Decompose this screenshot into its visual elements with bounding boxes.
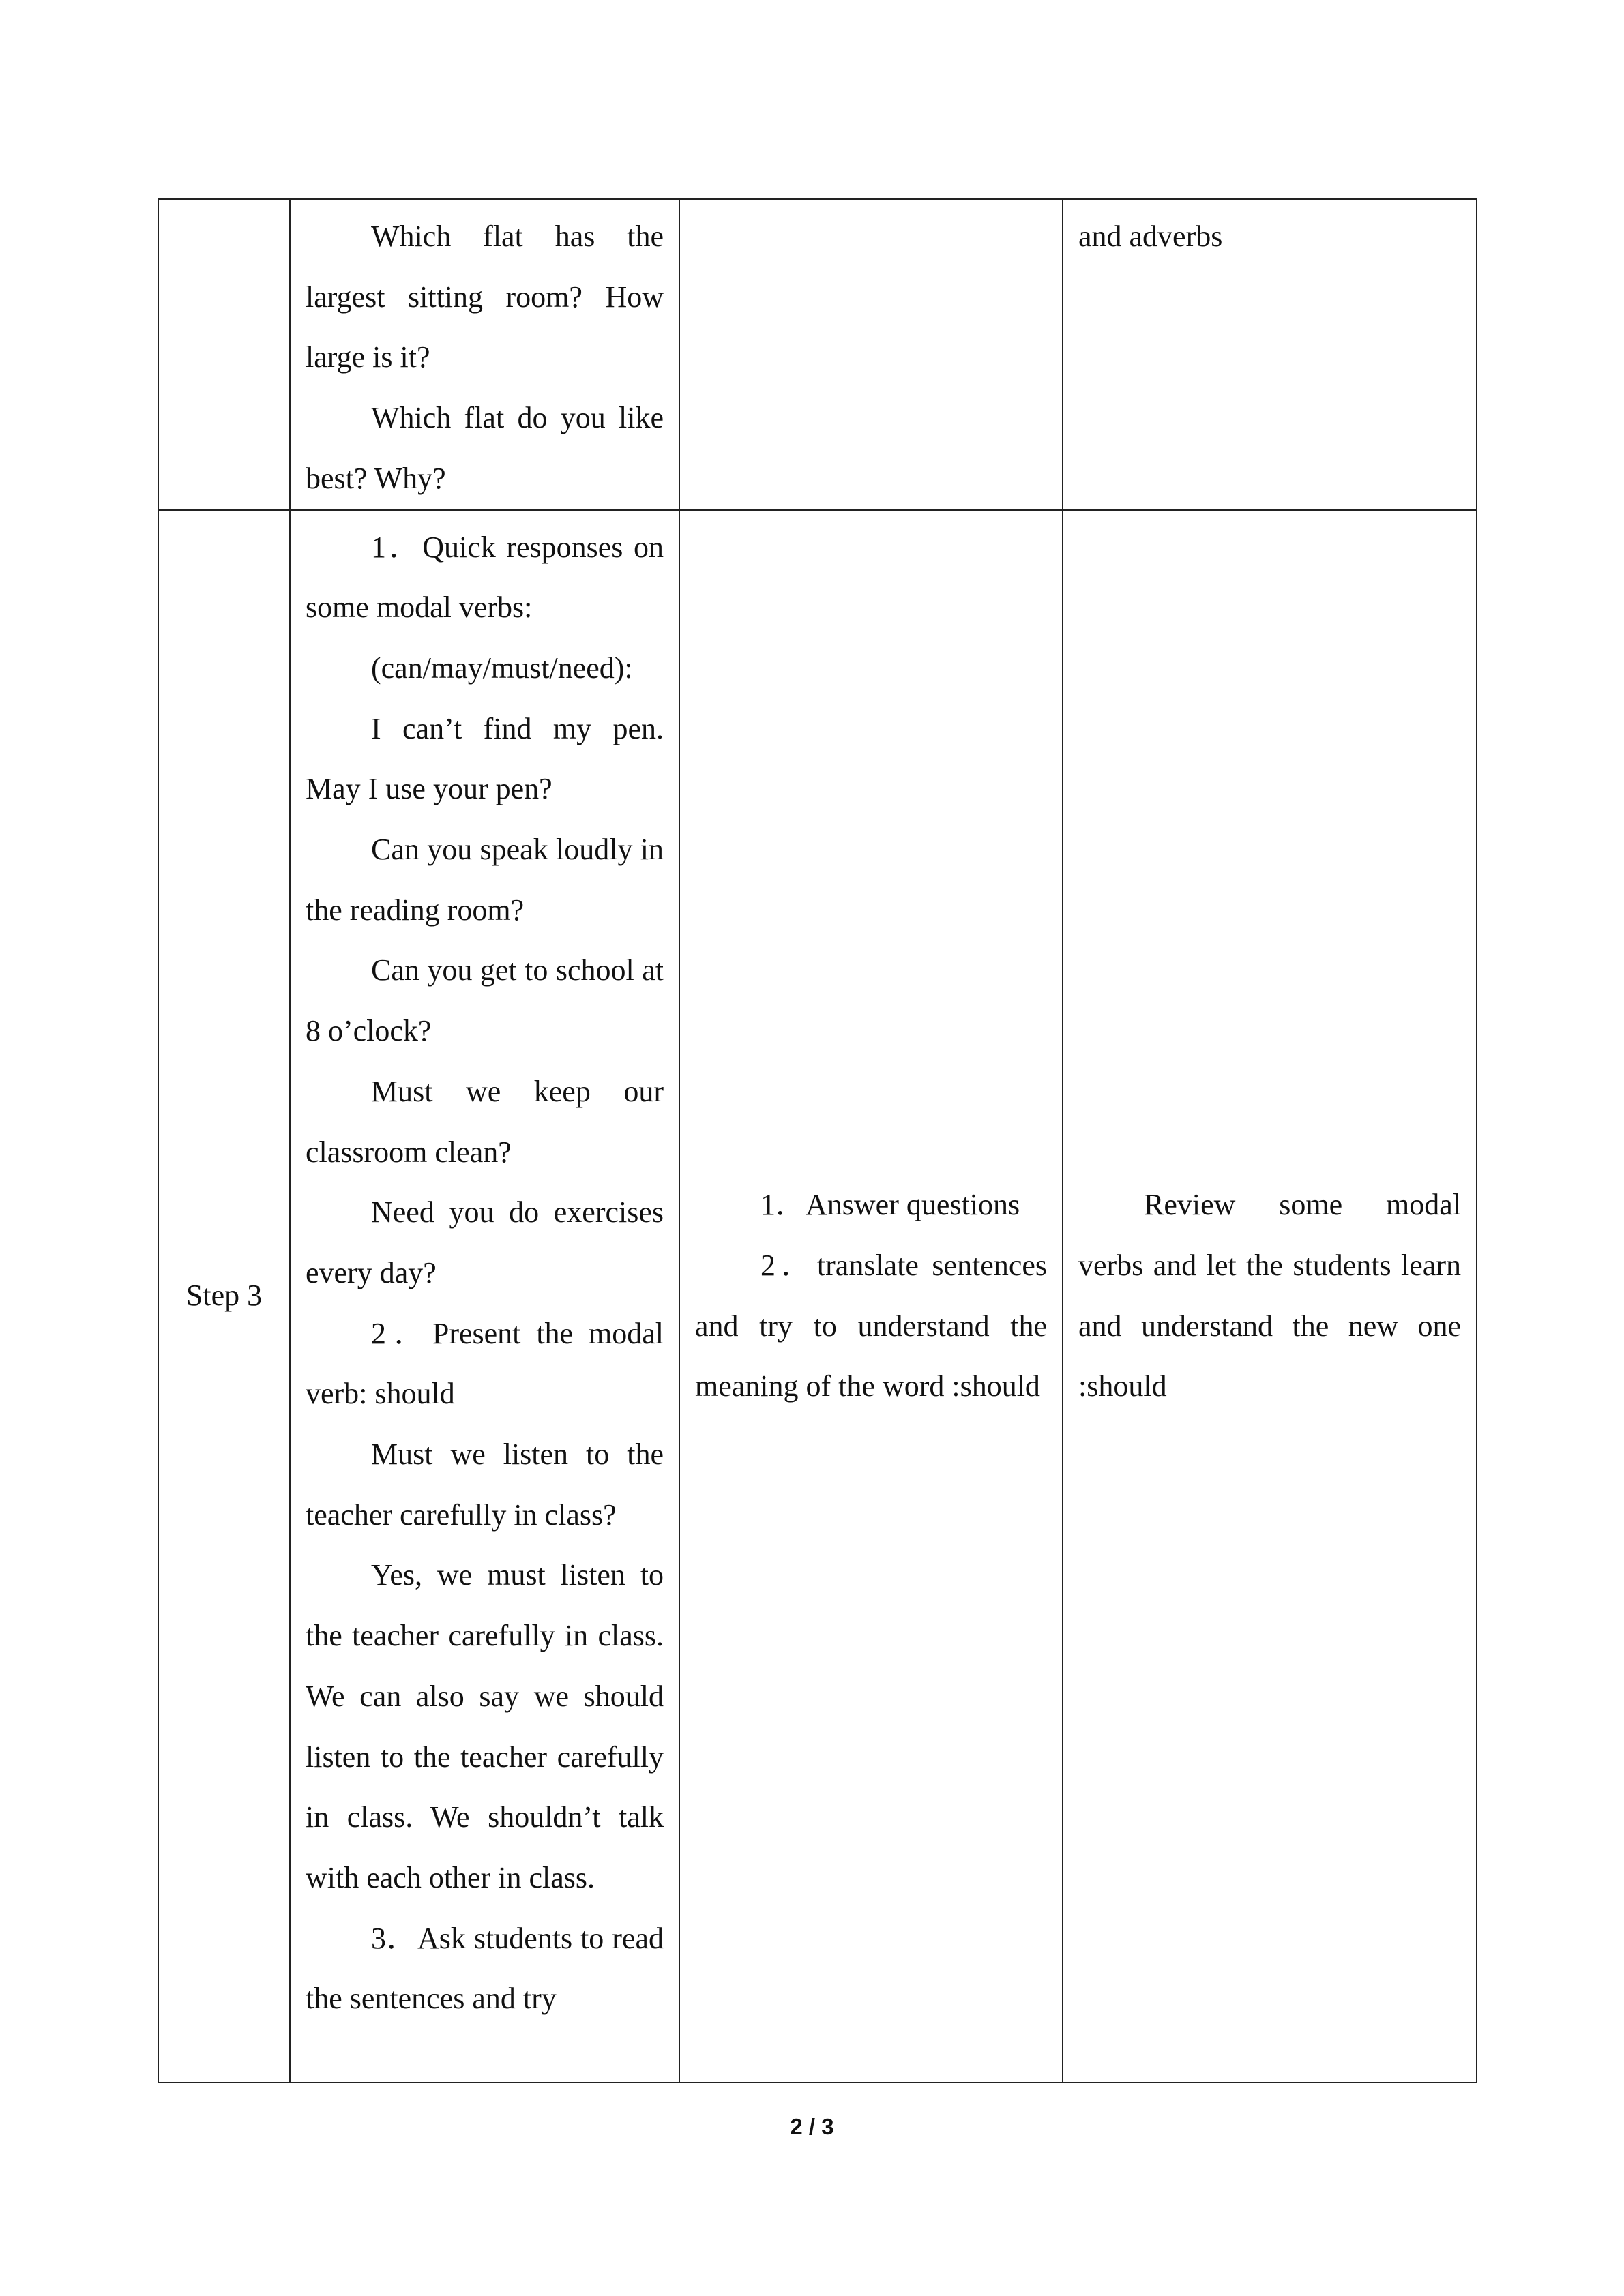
student-activity-line: 2．translate sentences and try to understand the meaning of the word :should: [695, 1248, 1047, 1403]
teacher-activity-cell: [290, 199, 679, 510]
activity-line: Need you do exercises every day?: [306, 1195, 664, 1289]
activity-line: 1．Quick responses on some modal verbs:: [306, 530, 664, 625]
activity-line: (can/may/must/need):: [371, 651, 633, 685]
activity-line: Must we keep our classroom clean?: [306, 1074, 664, 1169]
activity-line: 3．Ask students to read the sentences and try: [306, 1921, 664, 2016]
lesson-plan-table: [158, 198, 1477, 2083]
table-row: [158, 510, 1477, 2083]
purpose-cell: [1063, 199, 1477, 510]
activity-line: Can you get to school at 8 o’clock?: [306, 953, 664, 1048]
student-activity-cell: [679, 199, 1063, 510]
purpose-text: and adverbs: [1078, 220, 1223, 253]
teacher-activity-cell: [290, 510, 679, 2083]
activity-line: Can you speak loudly in the reading room?: [306, 833, 664, 927]
activity-line: Yes, we must listen to the teacher carefully in class. We can also say we should listen to the teacher carefully in class. We shouldn’t talk with each other in class.: [306, 1558, 664, 1894]
activity-line: Which flat has the largest sitting room? How large is it?: [306, 220, 664, 374]
step-label: Step 3: [158, 510, 290, 2083]
student-activity-cell: [679, 510, 1063, 2083]
activity-line: I can’t find my pen. May I use your pen?: [306, 711, 664, 806]
table-row: [158, 199, 1477, 510]
student-activity-line: 1．Answer questions: [761, 1188, 1020, 1222]
activity-line: Which flat do you like best? Why?: [306, 401, 664, 495]
purpose-cell: [1063, 510, 1477, 2083]
activity-line: 2．Present the modal verb: should: [306, 1316, 664, 1411]
step-cell-empty: [158, 199, 290, 510]
purpose-text: Review some modal verbs and let the students learn and understand the new one :should: [1078, 1188, 1461, 1403]
activity-line: Must we listen to the teacher carefully in class?: [306, 1437, 664, 1532]
page-number: 2 / 3: [790, 2114, 834, 2139]
